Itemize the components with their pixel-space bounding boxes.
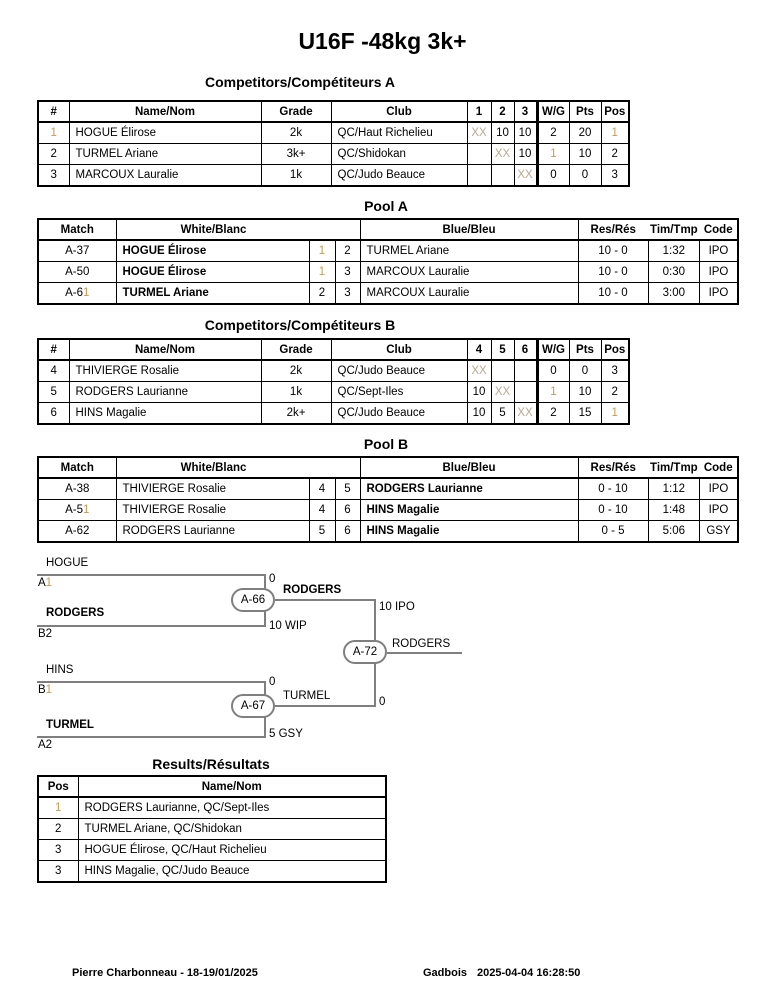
table-cell: TURMEL Ariane xyxy=(69,144,261,165)
bracket-final-match-node: A-72 xyxy=(343,640,387,664)
bracket-semi1-slot1-seed: A1 xyxy=(38,577,53,589)
column-header: Name/Nom xyxy=(69,101,261,122)
table-cell: 1 xyxy=(309,262,335,283)
column-header: W/G xyxy=(537,339,569,360)
table-cell: 10 - 0 xyxy=(578,240,648,262)
table-cell: 5 xyxy=(335,478,360,500)
table-cell: TURMEL Ariane xyxy=(360,240,578,262)
column-header: W/G xyxy=(537,101,569,122)
table-cell: 2 xyxy=(38,819,78,840)
table-cell: 5:06 xyxy=(648,521,700,543)
table-cell: IPO xyxy=(700,283,738,305)
column-header: 5 xyxy=(491,339,514,360)
table-cell: 2 xyxy=(601,144,629,165)
table-cell: 1 xyxy=(537,382,569,403)
column-header: 2 xyxy=(491,101,514,122)
table-cell: A-37 xyxy=(38,240,116,262)
header-row xyxy=(38,339,629,360)
table-cell: RODGERS Laurianne, QC/Sept-Iles xyxy=(78,797,386,819)
table-row xyxy=(38,500,738,521)
column-header: Name/Nom xyxy=(69,339,261,360)
table-cell: 0 xyxy=(569,360,601,382)
bracket-semi1-match-node: A-66 xyxy=(231,588,275,612)
bracket-semi2-slot1-name: HINS xyxy=(46,664,74,676)
table-cell: 0 xyxy=(537,360,569,382)
table-row xyxy=(38,122,629,144)
table-row xyxy=(38,144,629,165)
table-cell: 3k+ xyxy=(261,144,331,165)
table-cell: MARCOUX Lauralie xyxy=(360,283,578,305)
table-cell: QC/Sept-Iles xyxy=(331,382,467,403)
table-cell: 10 xyxy=(467,403,491,425)
table-cell: 15 xyxy=(569,403,601,425)
table-cell: HOGUE Élirose, QC/Haut Richelieu xyxy=(78,840,386,861)
bracket-semi2-slot2-line xyxy=(37,736,265,738)
table-cell: XX xyxy=(467,360,491,382)
footer-timestamp: 2025-04-04 16:28:50 xyxy=(477,967,581,979)
column-header: White/Blanc xyxy=(116,219,360,240)
table-cell: 1 xyxy=(537,144,569,165)
table-cell: 2k+ xyxy=(261,403,331,425)
table-cell: IPO xyxy=(700,500,738,521)
table-row xyxy=(38,240,738,262)
table-cell: 3 xyxy=(38,165,69,187)
table-cell: A-61 xyxy=(38,283,116,305)
table-cell: 0 xyxy=(569,165,601,187)
table-cell: IPO xyxy=(700,240,738,262)
section-title-competitors-b: Competitors/Compétiteurs B xyxy=(204,317,396,333)
bracket-semi1-slot2-score: 10 WIP xyxy=(269,620,307,632)
column-header: Code xyxy=(700,219,738,240)
table-cell: QC/Judo Beauce xyxy=(331,360,467,382)
table-row xyxy=(38,819,386,840)
table-cell: 1 xyxy=(38,122,69,144)
column-header: Tim/Tmp xyxy=(648,457,700,478)
table-cell: 2 xyxy=(537,403,569,425)
table-cell: 20 xyxy=(569,122,601,144)
table-cell: THIVIERGE Rosalie xyxy=(116,478,309,500)
bracket-semi1-winner-score: 10 IPO xyxy=(379,601,415,613)
table-cell: HINS Magalie xyxy=(69,403,261,425)
table-cell: XX xyxy=(514,165,537,187)
column-header: # xyxy=(38,101,69,122)
table-row xyxy=(38,165,629,187)
table-cell: RODGERS Laurianne xyxy=(69,382,261,403)
column-header: Tim/Tmp xyxy=(648,219,700,240)
table-cell xyxy=(514,382,537,403)
column-header: Pos xyxy=(38,776,78,797)
column-header: Res/Rés xyxy=(578,457,648,478)
table-cell: 2 xyxy=(309,283,335,305)
column-header: Match xyxy=(38,219,116,240)
table-cell: 3 xyxy=(601,360,629,382)
table-cell xyxy=(467,144,491,165)
table-row xyxy=(38,478,738,500)
table-cell: 10 - 0 xyxy=(578,283,648,305)
table-row xyxy=(38,360,629,382)
table-row xyxy=(38,797,386,819)
table-cell: QC/Shidokan xyxy=(331,144,467,165)
column-header: Pos xyxy=(601,101,629,122)
pool-a-table xyxy=(37,218,739,305)
table-cell: A-50 xyxy=(38,262,116,283)
section-title-competitors-a: Competitors/Compétiteurs A xyxy=(204,74,396,90)
column-header: Pos xyxy=(601,339,629,360)
table-cell: 2 xyxy=(335,240,360,262)
table-cell: TURMEL Ariane, QC/Shidokan xyxy=(78,819,386,840)
table-row xyxy=(38,403,629,425)
table-cell: HOGUE Élirose xyxy=(69,122,261,144)
column-header: 1 xyxy=(467,101,491,122)
table-cell: 3 xyxy=(38,840,78,861)
table-row xyxy=(38,521,738,543)
table-cell: 10 xyxy=(569,382,601,403)
table-cell: 1:48 xyxy=(648,500,700,521)
competitors-a-table xyxy=(37,100,630,187)
column-header: Res/Rés xyxy=(578,219,648,240)
table-cell: A-38 xyxy=(38,478,116,500)
footer-venue: Gadbois xyxy=(423,967,468,979)
table-cell: HINS Magalie xyxy=(360,521,578,543)
results-table xyxy=(37,775,387,883)
table-row xyxy=(38,840,386,861)
table-cell: 10 xyxy=(467,382,491,403)
table-cell: 0 - 10 xyxy=(578,500,648,521)
table-cell: XX xyxy=(514,403,537,425)
table-cell: 3 xyxy=(335,262,360,283)
table-cell: 10 xyxy=(491,122,514,144)
table-cell: 1 xyxy=(601,122,629,144)
table-cell: 2k xyxy=(261,122,331,144)
table-cell: XX xyxy=(491,144,514,165)
column-header: Pts xyxy=(569,101,601,122)
table-cell: HOGUE Élirose xyxy=(116,262,309,283)
table-cell: TURMEL Ariane xyxy=(116,283,309,305)
table-cell: 5 xyxy=(38,382,69,403)
table-cell: 4 xyxy=(38,360,69,382)
table-cell: 3 xyxy=(335,283,360,305)
bracket-semi1-slot1-line xyxy=(37,574,265,576)
table-cell: 10 xyxy=(514,122,537,144)
table-row xyxy=(38,861,386,883)
table-cell: 5 xyxy=(309,521,335,543)
table-cell: 4 xyxy=(309,500,335,521)
table-cell: 10 xyxy=(569,144,601,165)
column-header: Pts xyxy=(569,339,601,360)
table-cell: 1 xyxy=(309,240,335,262)
column-header: 4 xyxy=(467,339,491,360)
bracket-semi2-winner-score: 0 xyxy=(379,696,386,708)
table-cell: HOGUE Élirose xyxy=(116,240,309,262)
table-cell: 0 xyxy=(537,165,569,187)
table-cell xyxy=(467,165,491,187)
column-header: Name/Nom xyxy=(78,776,386,797)
column-header: Blue/Bleu xyxy=(360,457,578,478)
table-cell: 4 xyxy=(309,478,335,500)
page-title: U16F -48kg 3k+ xyxy=(298,28,467,54)
competitors-b-table xyxy=(37,338,630,425)
column-header: 3 xyxy=(514,101,537,122)
table-cell xyxy=(491,360,514,382)
table-cell: A-62 xyxy=(38,521,116,543)
bracket-semi1-winner-name: RODGERS xyxy=(283,584,342,596)
table-cell: THIVIERGE Rosalie xyxy=(116,500,309,521)
table-row xyxy=(38,262,738,283)
column-header: # xyxy=(38,339,69,360)
column-header: Club xyxy=(331,101,467,122)
table-cell: QC/Haut Richelieu xyxy=(331,122,467,144)
bracket-semi1-slot1-score: 0 xyxy=(269,573,276,585)
column-header: Blue/Bleu xyxy=(360,219,578,240)
bracket-semi2-slot1-line xyxy=(37,681,265,683)
pool-b-table xyxy=(37,456,739,543)
table-row xyxy=(38,283,738,305)
column-header: Code xyxy=(700,457,738,478)
bracket-final-winner-line xyxy=(387,652,462,654)
table-cell: 0 - 10 xyxy=(578,478,648,500)
table-cell: IPO xyxy=(700,262,738,283)
bracket-semi1-slot2-line xyxy=(37,625,265,627)
table-cell: IPO xyxy=(700,478,738,500)
bracket-semi1-slot2-name: RODGERS xyxy=(46,607,105,619)
bracket-semi2-slot2-name: TURMEL xyxy=(46,719,94,731)
table-cell: 2 xyxy=(38,144,69,165)
column-header: White/Blanc xyxy=(116,457,360,478)
header-row xyxy=(38,457,738,478)
table-cell: 10 - 0 xyxy=(578,262,648,283)
table-cell: A-51 xyxy=(38,500,116,521)
bracket-semi2-slot2-seed: A2 xyxy=(38,739,53,751)
section-title-pool-a: Pool A xyxy=(364,198,408,214)
bracket-semi2-slot1-seed: B1 xyxy=(38,684,53,696)
bracket-semi2-winner-name: TURMEL xyxy=(283,690,331,702)
table-cell: 0:30 xyxy=(648,262,700,283)
table-cell: 2 xyxy=(601,382,629,403)
table-cell: MARCOUX Lauralie xyxy=(360,262,578,283)
table-row xyxy=(38,382,629,403)
table-cell: 1 xyxy=(38,797,78,819)
column-header: 6 xyxy=(514,339,537,360)
table-cell: QC/Judo Beauce xyxy=(331,403,467,425)
table-cell: RODGERS Laurianne xyxy=(116,521,309,543)
table-cell: MARCOUX Lauralie xyxy=(69,165,261,187)
table-cell: 0 - 5 xyxy=(578,521,648,543)
table-cell: 6 xyxy=(335,521,360,543)
table-cell: 2 xyxy=(537,122,569,144)
table-cell: 3 xyxy=(601,165,629,187)
table-cell: XX xyxy=(467,122,491,144)
table-cell: 10 xyxy=(514,144,537,165)
table-cell: HINS Magalie, QC/Judo Beauce xyxy=(78,861,386,883)
table-cell: XX xyxy=(491,382,514,403)
footer-author-date: Pierre Charbonneau - 18-19/01/2025 xyxy=(72,967,258,979)
table-cell xyxy=(514,360,537,382)
table-cell: 5 xyxy=(491,403,514,425)
table-cell: QC/Judo Beauce xyxy=(331,165,467,187)
table-cell: THIVIERGE Rosalie xyxy=(69,360,261,382)
table-cell: 1k xyxy=(261,165,331,187)
column-header: Match xyxy=(38,457,116,478)
table-cell: 2k xyxy=(261,360,331,382)
table-cell: 1 xyxy=(601,403,629,425)
table-cell: 6 xyxy=(335,500,360,521)
table-cell: 1:32 xyxy=(648,240,700,262)
bracket-semi2-slot1-score: 0 xyxy=(269,676,276,688)
table-cell: GSY xyxy=(700,521,738,543)
table-cell: 3:00 xyxy=(648,283,700,305)
table-cell: 1k xyxy=(261,382,331,403)
table-cell: 3 xyxy=(38,861,78,883)
bracket-final-winner-name: RODGERS xyxy=(392,638,451,650)
column-header: Club xyxy=(331,339,467,360)
table-cell: RODGERS Laurianne xyxy=(360,478,578,500)
bracket-semi1-slot2-seed: B2 xyxy=(38,628,53,640)
table-cell: 6 xyxy=(38,403,69,425)
table-cell xyxy=(491,165,514,187)
bracket-semi2-match-node: A-67 xyxy=(231,694,275,718)
table-cell: HINS Magalie xyxy=(360,500,578,521)
column-header: Grade xyxy=(261,101,331,122)
bracket-semi2-slot2-score: 5 GSY xyxy=(269,728,303,740)
section-title-results: Results/Résultats xyxy=(152,756,270,772)
header-row xyxy=(38,776,386,797)
bracket-semi1-slot1-name: HOGUE xyxy=(46,557,89,569)
column-header: Grade xyxy=(261,339,331,360)
header-row xyxy=(38,219,738,240)
header-row xyxy=(38,101,629,122)
bracket-semi2-winner-line xyxy=(275,705,376,707)
bracket-semi1-winner-line xyxy=(275,599,376,601)
section-title-pool-b: Pool B xyxy=(363,436,409,452)
table-cell: 1:12 xyxy=(648,478,700,500)
